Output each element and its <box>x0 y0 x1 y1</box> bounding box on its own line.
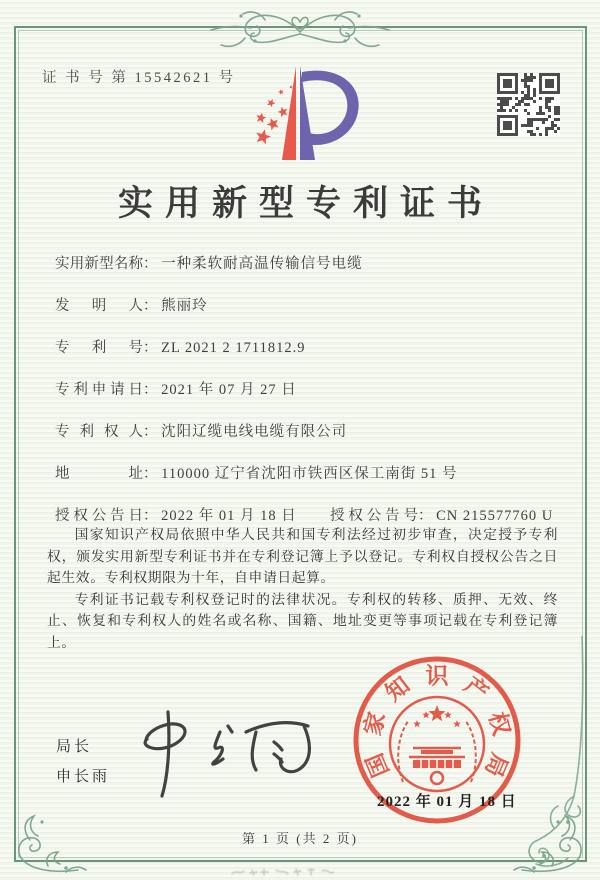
legal-paragraph-1: 国家知识产权局依照中华人民共和国专利法经过初步审查，决定授予专利权，颁发实用新型专利证书并在专利登记簿上予以登记。专利权自授权公告之日起生效。专利权期限为十年，自申请日起算。 <box>47 527 558 585</box>
certificate-number: 证 书 号 第 15542621 号 <box>42 70 236 86</box>
top-scroll-ornament-icon <box>205 4 395 52</box>
signer-block <box>56 732 110 792</box>
legal-text <box>47 524 558 653</box>
svg-text:识: 识 <box>425 663 449 689</box>
legal-paragraph-2: 专利证书记载专利权登记时的法律状况。专利权的转移、质押、无效、终止、恢复和专利权人的姓名或名称、国籍、地址变更等事项记载在专利登记簿上。 <box>47 591 558 650</box>
svg-text:权: 权 <box>484 709 515 739</box>
patentee-name: 沈阳辽缆电线电缆有限公司 <box>161 424 348 440</box>
signer-title: 局长 <box>56 739 93 755</box>
patent-number: ZL 2021 2 1711812.9 <box>161 340 306 356</box>
svg-text:产: 产 <box>459 672 493 707</box>
utility-model-name: 一种柔软耐高温传输信号电缆 <box>161 256 363 272</box>
patentee-address: 110000 辽宁省沈阳市铁西区保工南街 51 号 <box>161 466 458 482</box>
seal-date: 2022 年 01 月 18 日 <box>377 794 517 810</box>
filing-date: 2021 年 07 月 27 日 <box>161 382 297 398</box>
svg-text:家: 家 <box>359 709 390 739</box>
bleed-through-marks <box>228 866 368 878</box>
svg-text:局: 局 <box>480 749 513 781</box>
signer-name: 申长雨 <box>56 769 111 785</box>
field-list <box>55 252 562 546</box>
field-row-patent-no: 专利号： ZL 2021 2 1711812.9 <box>55 340 306 356</box>
cnipa-logo-icon <box>230 60 370 166</box>
field-row-patentee: 专利权人： 沈阳辽缆电线电缆有限公司 <box>55 424 348 440</box>
field-row-name: 实用新型名称： 一种柔软耐高温传输信号电缆 <box>55 256 363 272</box>
field-row-grant: 授权公告日： 2022 年 01 月 18 日 授权公告号： CN 215577760 U <box>55 504 562 524</box>
certificate-title: 实用新型专利证书 <box>117 184 494 223</box>
field-row-inventor: 发明人： 熊丽玲 <box>55 298 208 314</box>
director-signature <box>128 698 328 803</box>
qr-code-icon <box>497 73 560 136</box>
inventor-name: 熊丽玲 <box>161 298 208 314</box>
field-row-address: 地址： 110000 辽宁省沈阳市铁西区保工南街 51 号 <box>55 466 458 482</box>
page-number: 第 1 页 (共 2 页) <box>242 831 358 846</box>
grant-date: 2022 年 01 月 18 日 <box>161 508 297 524</box>
svg-text:国: 国 <box>361 749 394 781</box>
field-row-filing-date: 专利申请日： 2021 年 07 月 27 日 <box>55 382 297 398</box>
svg-text:知: 知 <box>381 672 415 707</box>
grant-number: CN 215577760 U <box>436 508 554 524</box>
grant-number-group: 授权公告号： CN 215577760 U <box>330 508 554 524</box>
